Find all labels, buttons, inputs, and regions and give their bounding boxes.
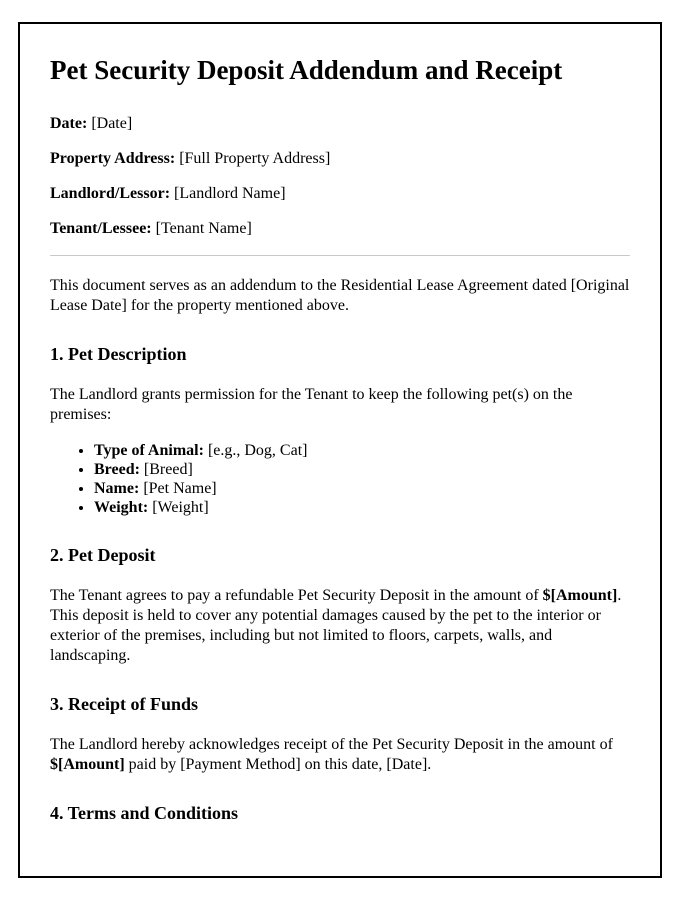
list-item-label: Breed: [94, 461, 140, 479]
meta-date-value: [Date] [91, 115, 133, 133]
divider [50, 255, 630, 256]
section-3-heading: 3. Receipt of Funds [50, 694, 198, 715]
list-item [94, 498, 630, 517]
list-item [94, 441, 630, 460]
pet-description-list [50, 441, 630, 517]
meta-tenant-value: [Tenant Name] [155, 220, 252, 238]
section-3-body [50, 735, 630, 775]
section-2-body-before: The Tenant agrees to pay a refundable Pet Security Deposit in the amount of [50, 587, 543, 605]
list-item-label: Type of Animal: [94, 442, 204, 460]
meta-tenant [50, 219, 630, 239]
section-2-body [50, 586, 630, 666]
list-item-value: [Pet Name] [143, 480, 217, 498]
meta-date-label: Date: [50, 115, 88, 133]
intro-paragraph: This document serves as an addendum to the Residential Lease Agreement dated [Original Lease Date] for the property mentioned above. [50, 277, 630, 315]
list-item-value: [e.g., Dog, Cat] [207, 442, 308, 460]
meta-landlord [50, 184, 630, 204]
list-item-label: Weight: [94, 499, 149, 517]
list-item [94, 479, 630, 498]
section-1-heading: 1. Pet Description [50, 344, 187, 365]
meta-property-address [50, 149, 630, 169]
meta-landlord-label: Landlord/Lessor: [50, 185, 171, 203]
list-item-value: [Weight] [152, 499, 209, 517]
meta-landlord-value: [Landlord Name] [174, 185, 286, 203]
meta-tenant-label: Tenant/Lessee: [50, 220, 152, 238]
section-1-body: The Landlord grants permission for the Tenant to keep the following pet(s) on the premises: [50, 386, 573, 424]
section-3-body-after: paid by [Payment Method] on this date, [Date]. [124, 756, 432, 774]
document-title: Pet Security Deposit Addendum and Receipt [50, 55, 563, 85]
meta-property-label: Property Address: [50, 150, 176, 168]
meta-date [50, 114, 630, 134]
list-item-value: [Breed] [143, 461, 193, 479]
section-4-heading: 4. Terms and Conditions [50, 803, 239, 824]
section-3-body-before: The Landlord hereby acknowledges receipt of the Pet Security Deposit in the amount of [50, 736, 613, 754]
section-2-body-after: . This deposit is held to cover any potential damages caused by the pet to the interior or exterior of the premises, including but not limited to floors, carpets, walls, and landscaping. [50, 587, 622, 665]
section-2-heading: 2. Pet Deposit [50, 545, 156, 566]
document-frame [18, 22, 662, 878]
section-2-amount: $[Amount] [542, 587, 618, 605]
section-3-amount: $[Amount] [50, 756, 125, 774]
meta-property-value: [Full Property Address] [179, 150, 331, 168]
list-item [94, 460, 630, 479]
list-item-label: Name: [94, 480, 140, 498]
